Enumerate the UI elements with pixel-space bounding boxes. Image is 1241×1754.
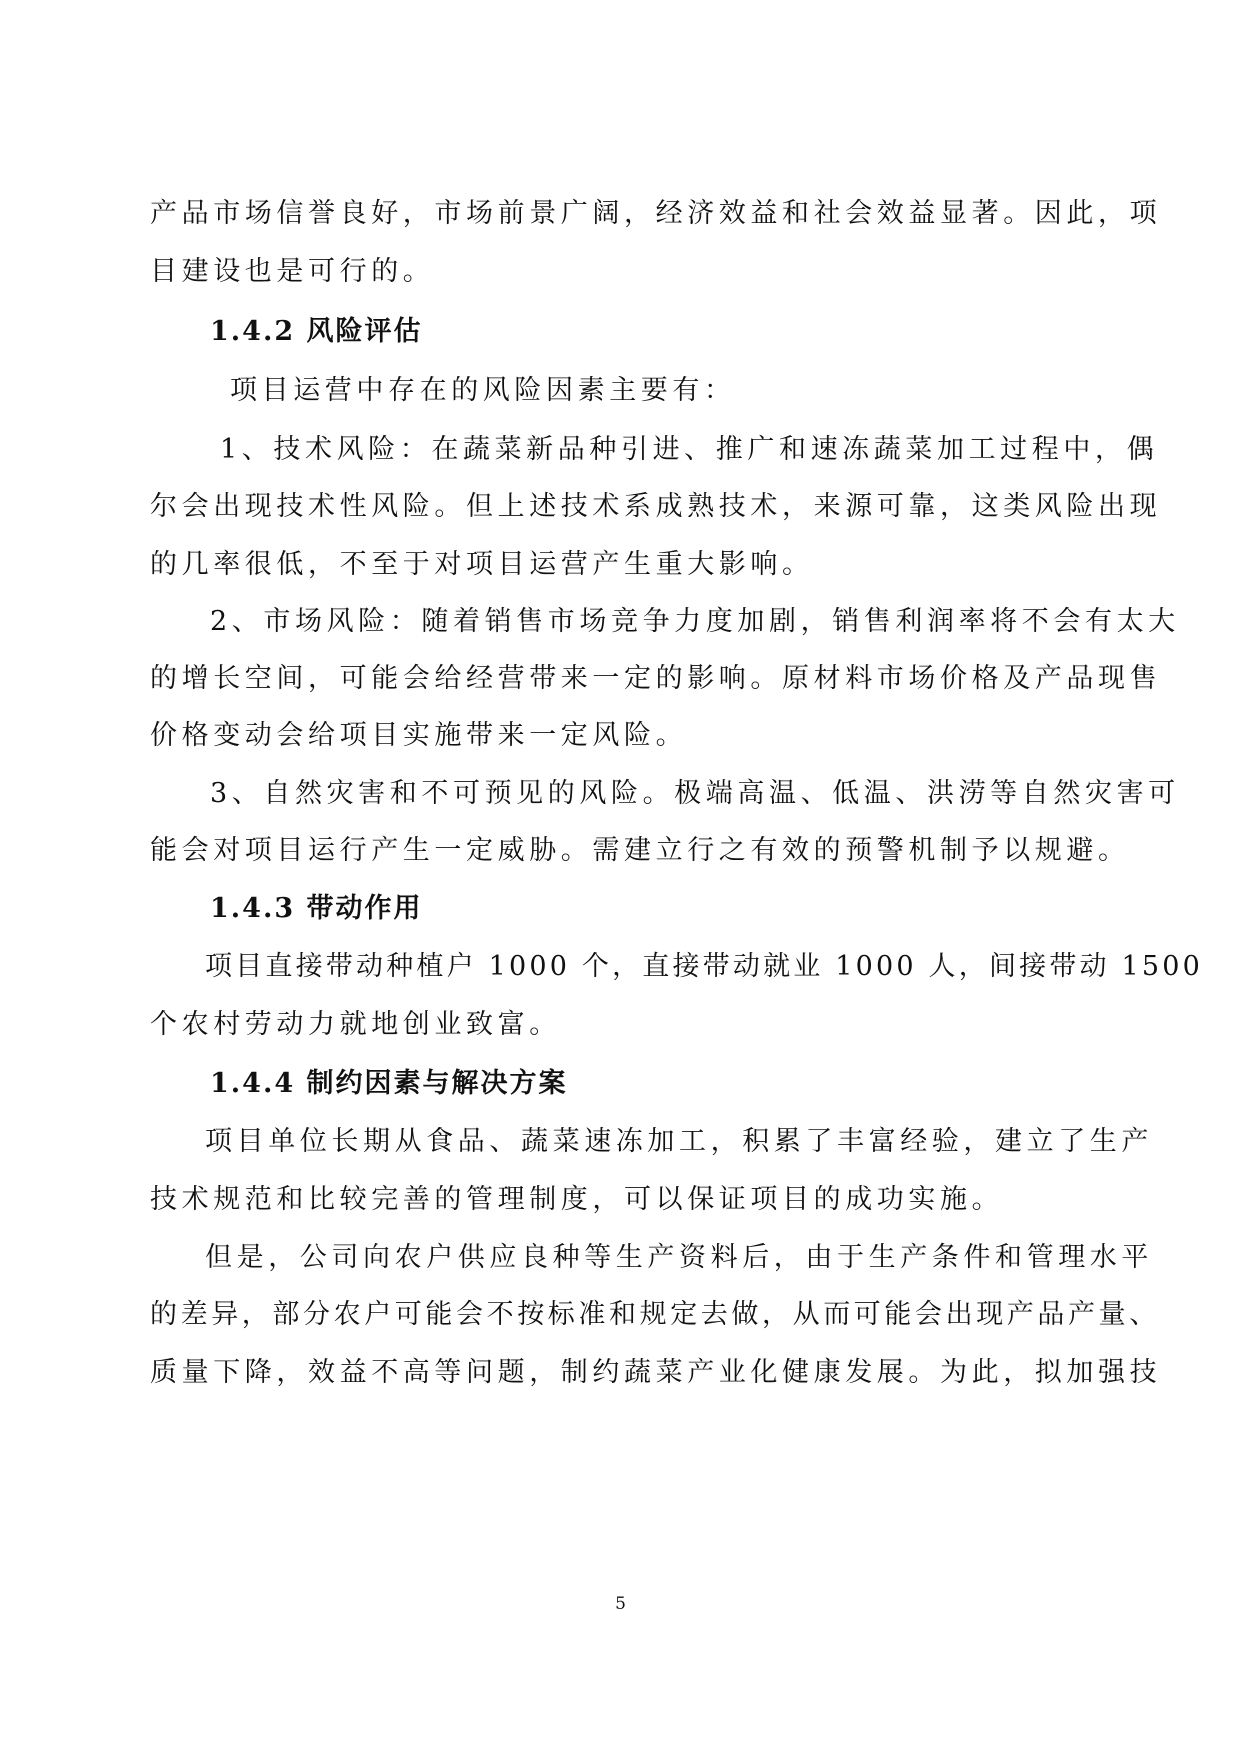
paragraph-line: 的几率很低，不至于对项目运营产生重大影响。 (150, 549, 814, 580)
paragraph-line: 项目运营中存在的风险因素主要有： (230, 375, 736, 406)
paragraph-line: 产品市场信誉良好，市场前景广阔，经济效益和社会效益显著。因此，项 (150, 198, 1162, 229)
paragraph-line: 价格变动会给项目实施带来一定风险。 (150, 720, 688, 751)
paragraph-line: 个农村劳动力就地创业致富。 (150, 1009, 561, 1040)
paragraph-line: 3、自然灾害和不可预见的风险。极端高温、低温、洪涝等自然灾害可 (210, 778, 1180, 809)
paragraph-line: 尔会出现技术性风险。但上述技术系成熟技术，来源可靠，这类风险出现 (150, 491, 1162, 522)
section-heading-1-4-3: 1.4.3 带动作用 (210, 893, 423, 924)
paragraph-line: 目建设也是可行的。 (150, 256, 435, 287)
paragraph-line: 但是，公司向农户供应良种等生产资料后，由于生产条件和管理水平 (205, 1242, 1153, 1273)
paragraph-line: 技术规范和比较完善的管理制度，可以保证项目的成功实施。 (150, 1184, 1004, 1215)
paragraph-line: 项目直接带动种植户 1000 个，直接带动就业 1000 人，间接带动 1500 (205, 951, 1204, 982)
paragraph-line: 能会对项目运行产生一定威胁。需建立行之有效的预警机制予以规避。 (150, 835, 1130, 866)
paragraph-line: 1、技术风险：在蔬菜新品种引进、推广和速冻蔬菜加工过程中，偶 (220, 434, 1159, 465)
section-heading-1-4-4: 1.4.4 制约因素与解决方案 (210, 1068, 568, 1099)
page-number: 5 (615, 1594, 626, 1614)
paragraph-line: 质量下降，效益不高等问题，制约蔬菜产业化健康发展。为此，拟加强技 (150, 1357, 1162, 1388)
section-heading-1-4-2: 1.4.2 风险评估 (210, 316, 423, 347)
paragraph-line: 的增长空间，可能会给经营带来一定的影响。原材料市场价格及产品现售 (150, 663, 1162, 694)
paragraph-line: 的差异，部分农户可能会不按标准和规定去做，从而可能会出现产品产量、 (150, 1299, 1160, 1330)
paragraph-line: 2、市场风险：随着销售市场竞争力度加剧，销售利润率将不会有太大 (210, 606, 1180, 637)
paragraph-line: 项目单位长期从食品、蔬菜速冻加工，积累了丰富经验，建立了生产 (205, 1126, 1153, 1157)
